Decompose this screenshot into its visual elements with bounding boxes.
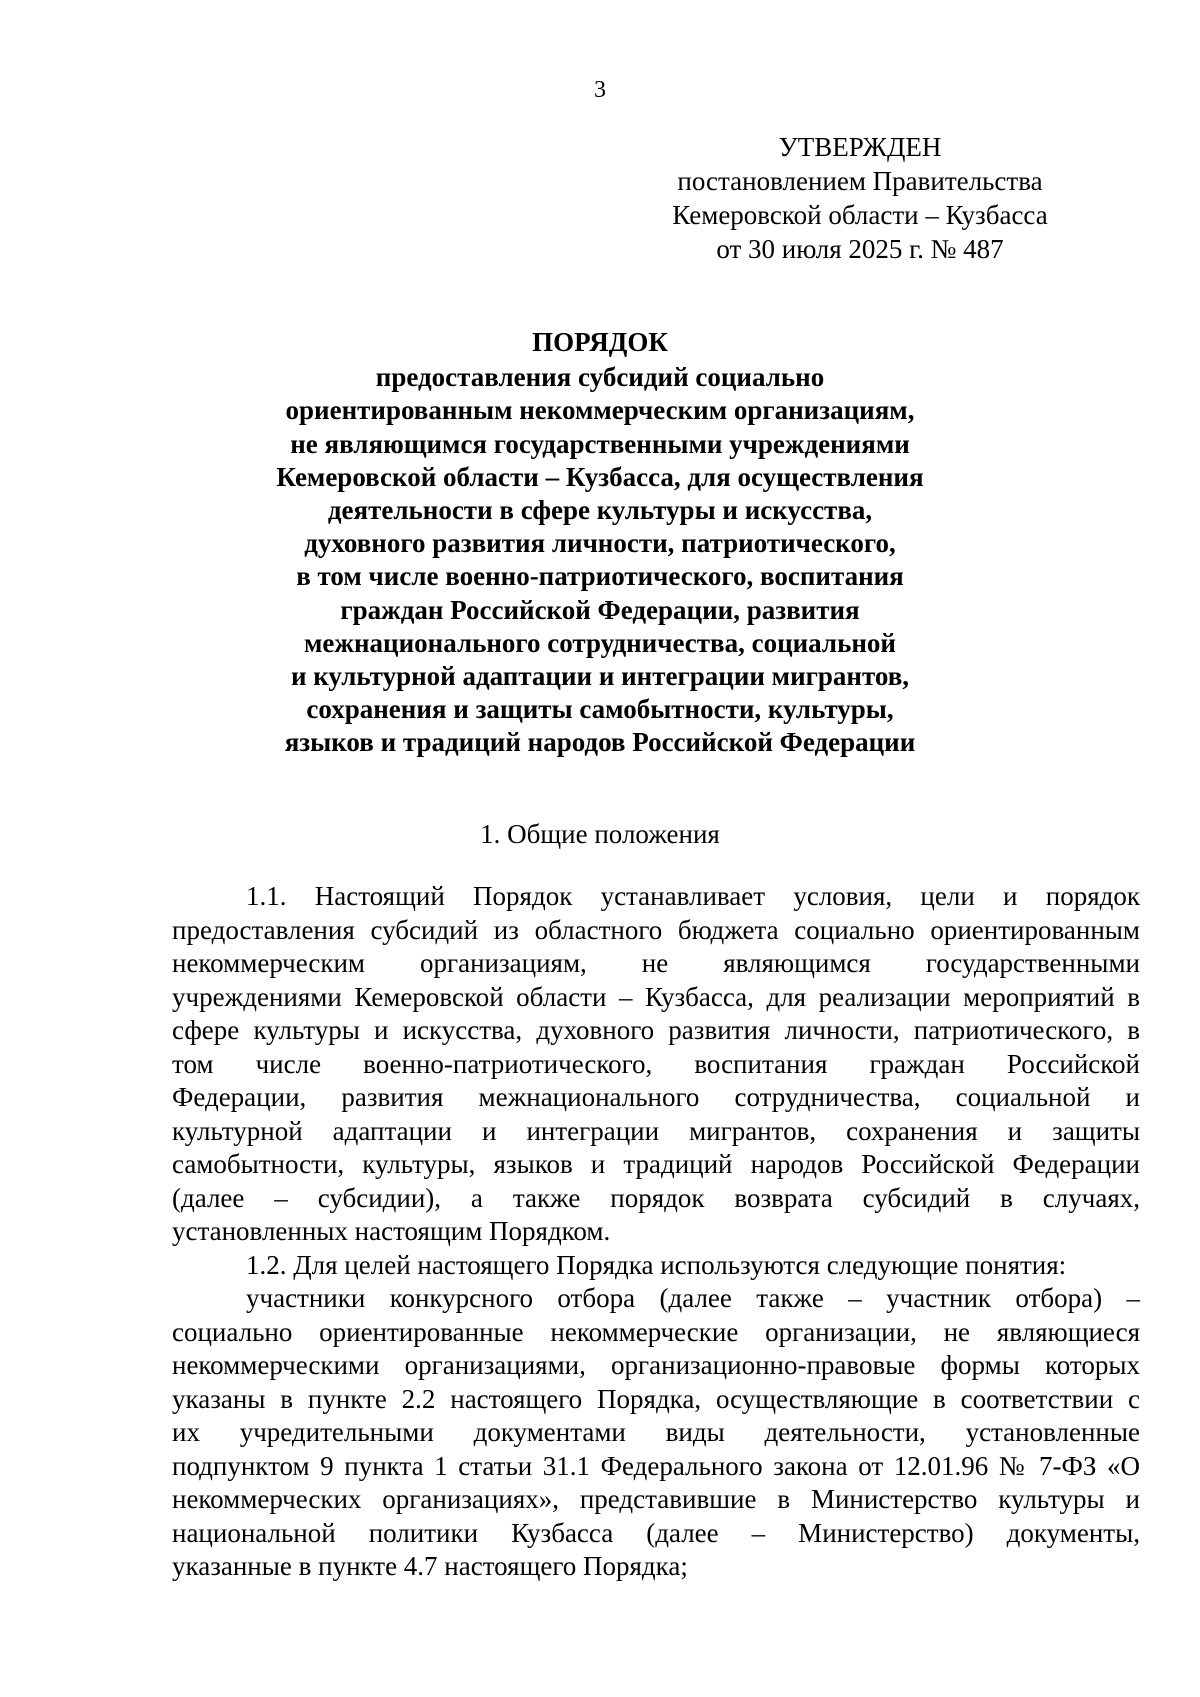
subtitle-line: и культурной адаптации и интеграции мигрантов, (290, 661, 910, 692)
paragraph-line: национальной политики Кузбасса (далее – Министерство) документы, (172, 1517, 1140, 1548)
subtitle-line: Кемеровской области – Кузбасса, для осуществления (276, 461, 924, 492)
paragraph-line: некоммерческим организациям, не являющимся государственными (172, 948, 1140, 978)
approval-line: Кемеровской области – Кузбасса (672, 200, 1048, 230)
paragraph-line: их учредительными документами виды деятельности, установленные (172, 1417, 1140, 1447)
paragraph-line: указанные в пункте 4.7 настоящего Порядка; (172, 1551, 688, 1581)
page-number: 3 (594, 77, 606, 103)
paragraph-line: указаны в пункте 2.2 настоящего Порядка, осуществляющие в соответствии с (172, 1383, 1140, 1414)
subtitle-line: духовного развития личности, патриотического, (304, 528, 896, 559)
subtitle-line: сохранения и защиты самобытности, культуры, (306, 694, 894, 725)
subtitle-line: в том числе военно-патриотического, воспитания (296, 561, 904, 592)
paragraph-line: сфере культуры и искусства, духовного развития личности, патриотического, в (172, 1015, 1140, 1045)
paragraph-line: установленных настоящим Порядком. (172, 1216, 611, 1246)
section-heading: 1. Общие положения (480, 819, 720, 849)
subtitle-line: предоставления субсидий социально (375, 362, 825, 393)
approval-stamp (630, 130, 1090, 266)
paragraph-line: участники конкурсного отбора (далее также – участник отбора) – (246, 1283, 1140, 1313)
paragraph-line: подпунктом 9 пункта 1 статьи 31.1 Федерального закона от 12.01.96 № 7-ФЗ «О (172, 1450, 1140, 1481)
paragraph-line: 1.1. Настоящий Порядок устанавливает условия, цели и порядок (246, 881, 1140, 911)
section-body (172, 880, 1140, 1584)
paragraph-line: культурной адаптации и интеграции мигрантов, сохранения и защиты (172, 1115, 1140, 1146)
paragraph-line: социально ориентированные некоммерческие организации, не являющиеся (172, 1316, 1140, 1347)
approval-line: УТВЕРЖДЕН (778, 132, 942, 162)
paragraph-line: учреждениями Кемеровской области – Кузбасса, для реализации мероприятий в (172, 981, 1140, 1012)
paragraph-line: Федерации, развития межнационального сотрудничества, социальной и (172, 1082, 1140, 1112)
subtitle-line: граждан Российской Федерации, развития (340, 594, 860, 625)
paragraph-line: том числе военно-патриотического, воспитания граждан Российской (172, 1048, 1140, 1079)
paragraph-line: 1.2. Для целей настоящего Порядка используются следующие понятия: (246, 1249, 1067, 1280)
subtitle-line: межнационального сотрудничества, социальной (304, 627, 896, 658)
subtitle-line: не являющимся государственными учреждениями (290, 428, 910, 459)
subtitle-line: деятельности в сфере культуры и искусства, (327, 495, 873, 526)
paragraph-line: предоставления субсидий из областного бюджета социально ориентированным (172, 914, 1140, 945)
document-title-block (250, 326, 950, 760)
document-title: ПОРЯДОК (532, 327, 668, 357)
paragraph-line: некоммерческими организациями, организационно-правовые формы которых (172, 1350, 1140, 1380)
paragraph-line: самобытности, культуры, языков и традиций народов Российской Федерации (172, 1149, 1140, 1179)
paragraph-line: (далее – субсидии), а также порядок возврата субсидий в случаях, (172, 1182, 1140, 1213)
subtitle-line: ориентированным некоммерческим организациям, (285, 395, 915, 426)
approval-line: постановлением Правительства (677, 166, 1043, 196)
approval-line: от 30 июля 2025 г. № 487 (716, 234, 1004, 264)
subtitle-line: языков и традиций народов Российской Федерации (284, 727, 916, 758)
paragraph-line: некоммерческих организациях», представившие в Министерство культуры и (172, 1484, 1140, 1514)
